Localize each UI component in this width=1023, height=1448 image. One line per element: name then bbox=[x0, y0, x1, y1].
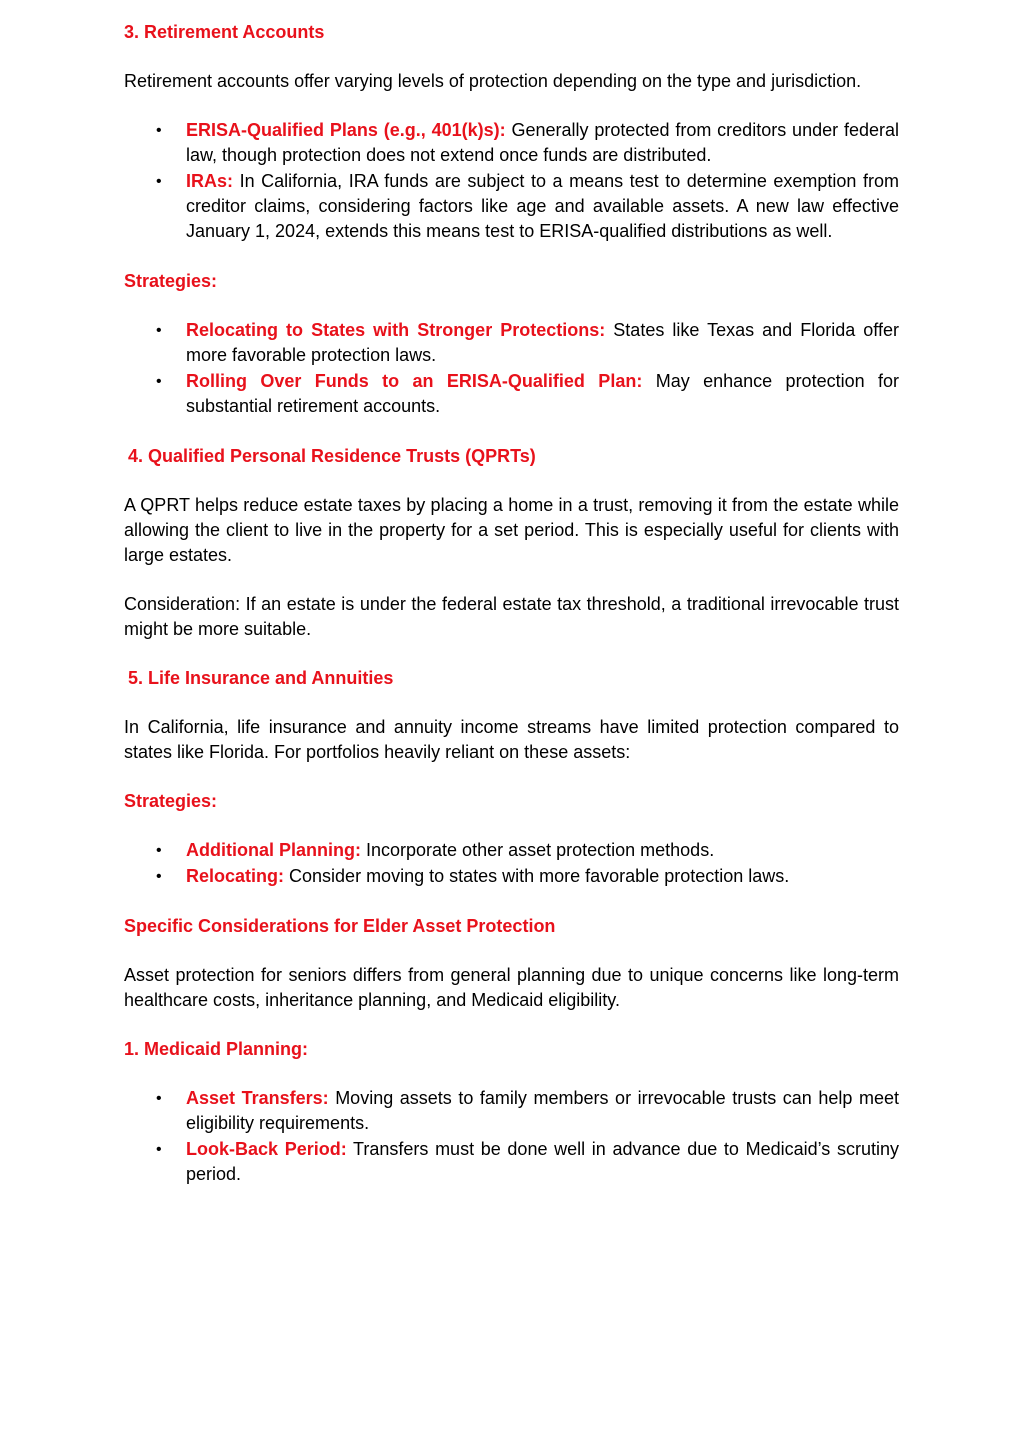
section-5-strategies-heading: Strategies: bbox=[124, 791, 218, 811]
list-item-term: Rolling Over Funds to an ERISA-Qualified Plan: bbox=[186, 371, 643, 391]
list-item bbox=[124, 838, 899, 863]
list-item-term: IRAs: bbox=[186, 171, 234, 191]
list-item bbox=[124, 1137, 899, 1187]
medicaid-heading: 1. Medicaid Planning: bbox=[124, 1039, 309, 1059]
bullet-icon: • bbox=[156, 1090, 162, 1107]
section-3-strategies-heading: Strategies: bbox=[124, 271, 218, 291]
list-item-text: Moving assets to family members or irrevocable trusts can help meet eligibility requirements. bbox=[186, 1088, 899, 1133]
bullet-icon: • bbox=[156, 122, 162, 139]
list-item-text: In California, IRA funds are subject to a means test to determine exemption from creditor claims, considering factors like age and available assets. A new law effective January 1, 2024, extends this means test to ERISA-qualified distributions as well. bbox=[186, 171, 899, 241]
list-item-term: ERISA-Qualified Plans (e.g., 401(k)s): bbox=[186, 120, 506, 140]
list-item-term: Relocating to States with Stronger Protections: bbox=[186, 320, 606, 340]
elder-heading: Specific Considerations for Elder Asset Protection bbox=[124, 916, 556, 936]
list-item bbox=[124, 318, 899, 368]
bullet-icon: • bbox=[156, 842, 162, 859]
bullet-icon: • bbox=[156, 373, 162, 390]
list-item-text: Incorporate other asset protection methods. bbox=[366, 840, 715, 860]
list-item-term: Relocating: bbox=[186, 866, 285, 886]
list-item bbox=[124, 369, 899, 419]
list-item bbox=[124, 864, 899, 889]
list-item-term: Look-Back Period: bbox=[186, 1139, 347, 1159]
bullet-icon: • bbox=[156, 1141, 162, 1158]
retirement-strategies-list bbox=[124, 318, 899, 419]
elder-paragraph-1: Asset protection for seniors differs from general planning due to unique concerns like long-term healthcare costs, inheritance planning, and Medicaid eligibility. bbox=[124, 965, 899, 1010]
section-3-heading: 3. Retirement Accounts bbox=[124, 22, 325, 42]
list-item-text: May enhance protection for substantial retirement accounts. bbox=[186, 371, 899, 416]
document-page bbox=[124, 20, 899, 1188]
section-4-paragraph-2: Consideration: If an estate is under the federal estate tax threshold, a traditional irrevocable trust might be more suitable. bbox=[124, 594, 899, 639]
list-item-text: Generally protected from creditors under federal law, though protection does not extend once funds are distributed. bbox=[186, 120, 899, 165]
section-3-intro: Retirement accounts offer varying levels of protection depending on the type and jurisdiction. bbox=[124, 71, 862, 91]
section-5-paragraph-1: In California, life insurance and annuity income streams have limited protection compared to states like Florida. For portfolios heavily reliant on these assets: bbox=[124, 717, 899, 762]
section-5-heading: 5. Life Insurance and Annuities bbox=[128, 668, 394, 688]
life-insurance-strategies-list bbox=[124, 838, 899, 889]
list-item-term: Additional Planning: bbox=[186, 840, 361, 860]
bullet-icon: • bbox=[156, 173, 162, 190]
list-item bbox=[124, 169, 899, 244]
retirement-list bbox=[124, 118, 899, 244]
list-item bbox=[124, 1086, 899, 1136]
bullet-icon: • bbox=[156, 868, 162, 885]
list-item-text: States like Texas and Florida offer more favorable protection laws. bbox=[186, 320, 899, 365]
bullet-icon: • bbox=[156, 322, 162, 339]
list-item-text: Consider moving to states with more favorable protection laws. bbox=[289, 866, 790, 886]
list-item-term: Asset Transfers: bbox=[186, 1088, 329, 1108]
list-item-text: Transfers must be done well in advance due to Medicaid’s scrutiny period. bbox=[186, 1139, 899, 1184]
section-4-paragraph-1: A QPRT helps reduce estate taxes by placing a home in a trust, removing it from the estate while allowing the client to live in the property for a set period. This is especially useful for clients with large estates. bbox=[124, 495, 899, 565]
medicaid-list bbox=[124, 1086, 899, 1187]
section-4-heading: 4. Qualified Personal Residence Trusts (QPRTs) bbox=[128, 446, 536, 466]
list-item bbox=[124, 118, 899, 168]
